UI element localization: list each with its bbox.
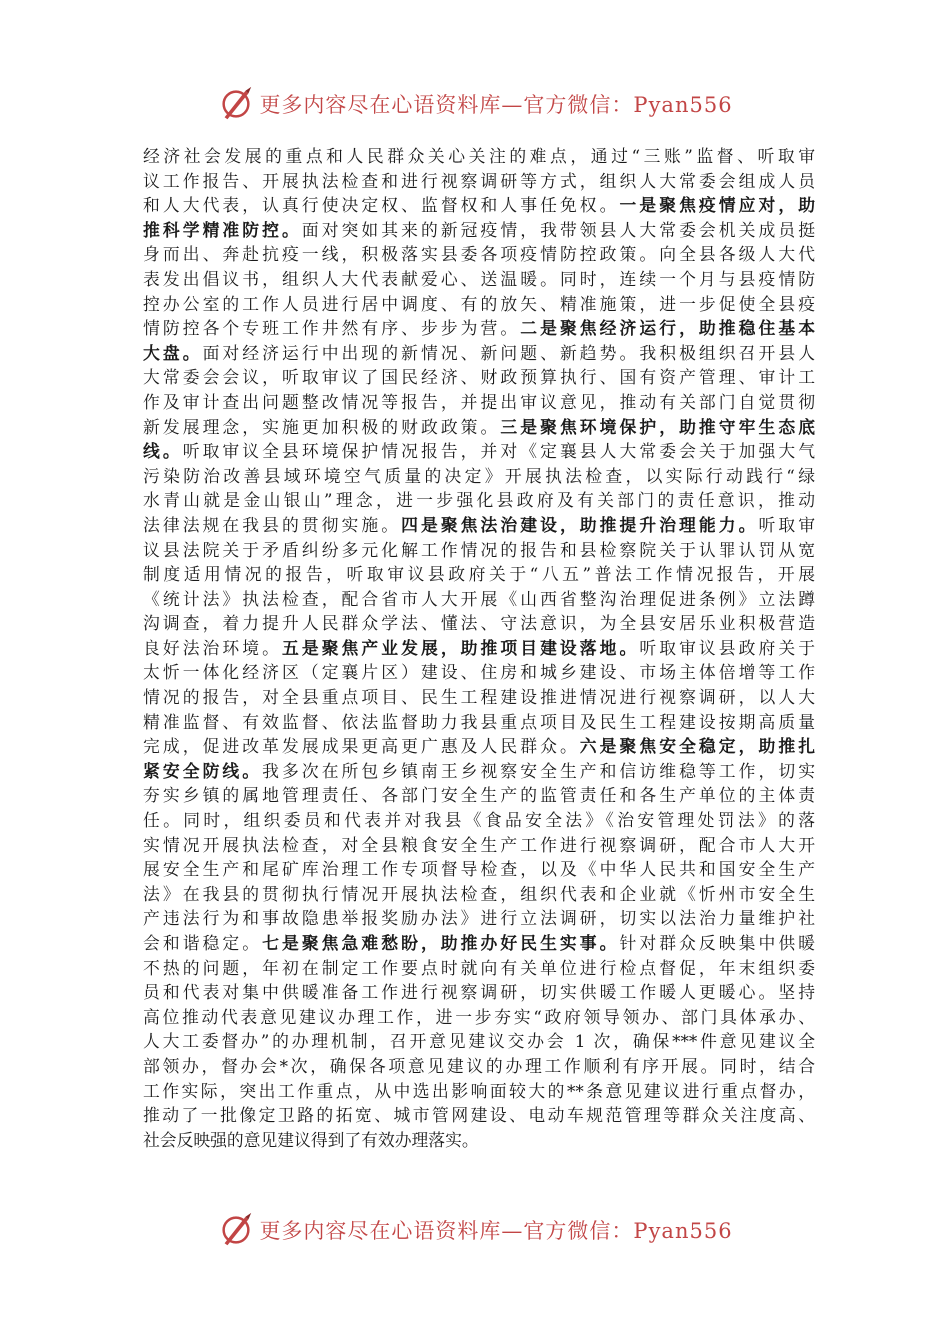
- text-line: [143, 1103, 815, 1128]
- text-line: [143, 169, 815, 194]
- text-line: [143, 636, 815, 661]
- text-line: [143, 415, 815, 440]
- body-text: 制度适用情况的报告，听取审议县政府关于“八五”普法工作情况报告，开展: [143, 564, 815, 585]
- text-line: [143, 439, 815, 464]
- body-text: 夯实乡镇的属地管理责任、各部门安全生产的监管责任和各生产单位的主体责: [143, 785, 815, 806]
- body-text: 水青山就是金山银山”理念，进一步强化县政府及有关部门的责任意识，推动: [143, 490, 815, 511]
- body-text: 经济社会发展的重点和人民群众关心关注的难点，通过“三账”监督、听取审: [143, 146, 815, 166]
- text-line: [143, 1128, 815, 1153]
- body-text: 良好法治环境。: [143, 637, 282, 658]
- text-line: [143, 242, 815, 267]
- body-text: 作及审计查出问题整改情况等报告，并提出审议意见，推动有关部门自觉贯彻: [143, 391, 815, 412]
- body-text: 控办公室的工作人员进行居中调度、有的放矢、精准施策，进一步促使全县疫: [143, 293, 815, 314]
- bold-heading-text: 七是聚焦急难愁盼，助推办好民生实事。: [262, 933, 620, 953]
- bold-heading-text: 大盘。: [143, 342, 203, 363]
- body-text: 精准监督、有效监督、依法监督助力我县重点项目及民生工程建设按期高质量: [143, 711, 815, 732]
- body-text: 完成，促进改革发展成果更高更广惠及人民群众。: [143, 736, 580, 757]
- body-text: 和人大代表，认真行使决定权、监督权和人事任免权。: [143, 195, 620, 216]
- body-text: 听取审议县政府关于: [639, 637, 815, 658]
- body-text: 部领办，督办会*次，确保各项意见建议的办理工作顺利有序开展。同时，结合: [143, 1055, 815, 1076]
- text-line: [143, 218, 815, 243]
- footer-banner: [0, 1210, 950, 1250]
- body-text: 针对群众反映集中供暖: [619, 933, 815, 953]
- header-banner: [0, 84, 950, 124]
- body-text: 推动了一批像定卫路的拓宽、城市管网建设、电动车规范管理等群众关注度高、: [143, 1105, 815, 1126]
- text-line: [143, 538, 815, 563]
- text-line: [143, 488, 815, 513]
- text-line: [143, 365, 815, 390]
- body-text: 面对经济运行中出现的新情况、新问题、新趋势。我积极组织召开县人: [202, 342, 815, 363]
- bold-heading-text: 一是聚焦疫情应对，助: [619, 195, 815, 216]
- text-line: [143, 513, 815, 538]
- bold-heading-text: 三是聚焦环境保护，助推守牢生态底: [500, 416, 815, 437]
- text-line: [143, 882, 815, 907]
- body-text: 我多次在所包乡镇南王乡视察安全生产和信访维稳等工作，切实: [262, 760, 815, 781]
- body-text: 情防控各个专班工作井然有序、步步为营。: [143, 318, 521, 339]
- body-text: 法》在我县的贯彻执行情况开展执法检查，组织代表和企业就《忻州市安全生: [143, 883, 815, 904]
- body-text: 《统计法》执法检查，配合省市人大开展《山西省整沟治理促进条例》立法蹲: [143, 588, 815, 609]
- text-line: [143, 660, 815, 685]
- bold-heading-text: 五是聚焦产业发展，助推项目建设落地。: [281, 637, 640, 658]
- body-text: 社会反映强的意见建议得到了有效办理落实。: [143, 1129, 479, 1150]
- body-text: 高位推动代表意见建议办理工作，进一步夯实“政府领导领办、部门具体承办、: [143, 1006, 815, 1027]
- body-text: 产违法行为和事故隐患举报奖励办法》进行立法调研，切实以法治力量维护社: [143, 908, 815, 929]
- bold-heading-text: 线。: [143, 441, 183, 462]
- text-line: [143, 808, 815, 833]
- text-line: [143, 562, 815, 587]
- bold-heading-text: 紧安全防线。: [143, 760, 263, 781]
- text-line: [143, 1029, 815, 1054]
- body-text: 议县法院关于矛盾纠纷多元化解工作情况的报告和县检察院关于认罪认罚从宽: [143, 539, 815, 560]
- body-text: 不热的问题，年初在制定工作要点时就向有关单位进行检点督促，年末组织委: [143, 957, 815, 978]
- text-line: [143, 783, 815, 808]
- text-line: [143, 1005, 815, 1030]
- text-line: [143, 464, 815, 489]
- bold-heading-text: 二是聚焦经济运行，助推稳住基本: [520, 318, 815, 339]
- text-line: [143, 341, 815, 366]
- body-text: 议工作报告、开展执法检查和进行视察调研等方式，组织人大常委会组成人员: [143, 170, 815, 191]
- body-text: 身而出、奔赴抗疫一线，积极落实县委各项疫情防控政策。向全县各级人大代: [143, 244, 815, 265]
- body-text: 污染防治改善县域环境空气质量的决定》开展执法检查，以实际行动践行“绿: [143, 465, 815, 486]
- text-line: [143, 931, 815, 956]
- text-line: [143, 956, 815, 981]
- body-text: 新发展理念，实施更加积极的财政政策。: [143, 416, 501, 437]
- text-line: [143, 316, 815, 341]
- text-line: [143, 144, 815, 169]
- body-text: 展安全生产和尾矿库治理工作专项督导检查，以及《中华人民共和国安全生产: [143, 859, 815, 880]
- body-text: 会和谐稳定。: [143, 933, 263, 953]
- body-text: 面对突如其来的新冠疫情，我带领县人大常委会机关成员挺: [301, 219, 815, 240]
- bold-heading-text: 四是聚焦法治建设，助推提升治理能力。: [401, 514, 759, 535]
- body-text: 听取审议全县环境保护情况报告，并对《定襄县人大常委会关于加强大气: [182, 441, 815, 462]
- body-text: 实情况开展执法检查，对全县粮食安全生产工作进行视察调研，配合市人大开: [143, 834, 815, 855]
- text-line: [143, 611, 815, 636]
- body-text: 任。同时，组织委员和代表并对我县《食品安全法》《治安管理处罚法》的落: [143, 810, 815, 831]
- quill-pen-logo-icon: [217, 85, 255, 123]
- banner-text: 更多内容尽在心语资料库—官方微信：Pyan556: [259, 1219, 733, 1243]
- text-line: [143, 1079, 815, 1104]
- text-line: [143, 267, 815, 292]
- bold-heading-text: 推科学精准防控。: [143, 219, 302, 240]
- text-line: [143, 193, 815, 218]
- text-line: [143, 587, 815, 612]
- text-line: [143, 906, 815, 931]
- text-line: [143, 980, 815, 1005]
- body-text: 工作实际，突出工作重点，从中选出影响面较大的**条意见建议进行重点督办，: [143, 1080, 815, 1101]
- body-text: 人大工委督办”的办理机制，召开意见建议交办会 1 次，确保***件意见建议全: [143, 1031, 815, 1052]
- body-text: 大常委会会议，听取审议了国民经济、财政预算执行、国有资产管理、审计工: [143, 367, 815, 388]
- bold-heading-text: 六是聚焦安全稳定，助推扎: [579, 736, 815, 757]
- document-body: [143, 144, 815, 1152]
- text-line: [143, 390, 815, 415]
- text-line: [143, 759, 815, 784]
- text-line: [143, 1054, 815, 1079]
- text-line: [143, 685, 815, 710]
- text-line: [143, 857, 815, 882]
- body-text: 员和代表对集中供暖准备工作进行视察调研，切实供暖工作暖人更暖心。坚持: [143, 982, 815, 1003]
- body-text: 法律法规在我县的贯彻实施。: [143, 514, 402, 535]
- body-text: 表发出倡议书，组织人大代表献爱心、送温暖。同时，连续一个月与县疫情防: [143, 268, 815, 289]
- text-line: [143, 710, 815, 735]
- text-line: [143, 734, 815, 759]
- body-text: 沟调查，着力提升人民群众学法、懂法、守法意识，为全县安居乐业积极营造: [143, 613, 815, 634]
- text-line: [143, 833, 815, 858]
- body-text: 太忻一体化经济区（定襄片区）建设、住房和城乡建设、市场主体倍增等工作: [143, 662, 815, 683]
- banner-text: 更多内容尽在心语资料库—官方微信：Pyan556: [259, 93, 733, 117]
- quill-pen-logo-icon: [217, 1211, 255, 1249]
- text-line: [143, 292, 815, 317]
- body-text: 情况的报告，对全县重点项目、民生工程建设推进情况进行视察调研，以人大: [143, 687, 815, 708]
- body-text: 听取审: [758, 514, 815, 535]
